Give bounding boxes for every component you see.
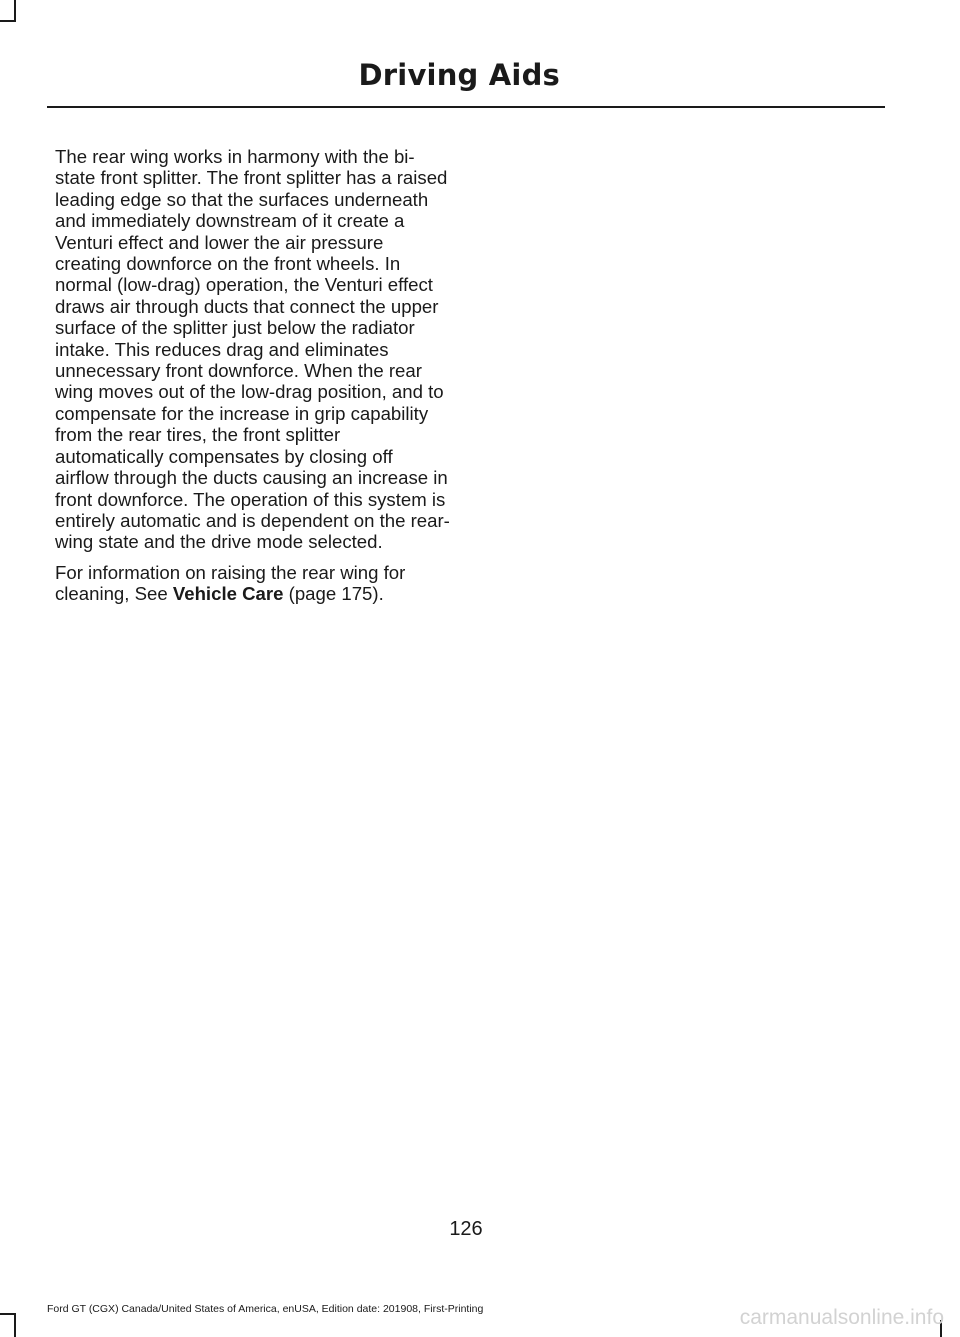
crop-mark-top-left-horizontal [0,20,16,22]
body-column [55,146,450,614]
cross-reference-text: For information on raising the rear wing for cleaning, See [55,561,406,605]
crop-mark-bottom-left-vertical [14,1313,16,1337]
cross-reference-page: (page 175). [283,583,384,605]
watermark: carmanualsonline.info [739,1306,944,1329]
vehicle-care-link[interactable]: Vehicle Care [172,583,284,605]
body-paragraph-cross-reference [55,562,450,605]
crop-mark-bottom-left-horizontal [0,1313,16,1315]
crop-mark-top-left-vertical [14,0,16,22]
body-paragraph: The rear wing works in harmony with the bi-state front splitter. The front splitter has a raised leading edge so that the surfaces underneath and immediately downstream of it create a Venturi effect and lower the air pressure creating downforce on the front wheels. In normal (low-drag) operation, the Venturi effect draws air through ducts that connect the upper surface of the splitter just below the radiator intake. This reduces drag and eliminates unnecessary front downforce. When the rear wing moves out of the low-drag position, and to compensate for the increase in grip capability from the rear tires, the front splitter automatically compensates by closing off airflow through the ducts causing an increase in front downforce. The operation of this system is entirely automatic and is dependent on the rear-wing state and the drive mode selected. [55,146,450,553]
page-number: 126 [449,1218,483,1240]
header-rule [47,106,885,108]
footer-edition-text: Ford GT (CGX) Canada/United States of America, enUSA, Edition date: 201908, First-Printing [47,1303,484,1315]
page-title: Driving Aids [358,58,560,92]
